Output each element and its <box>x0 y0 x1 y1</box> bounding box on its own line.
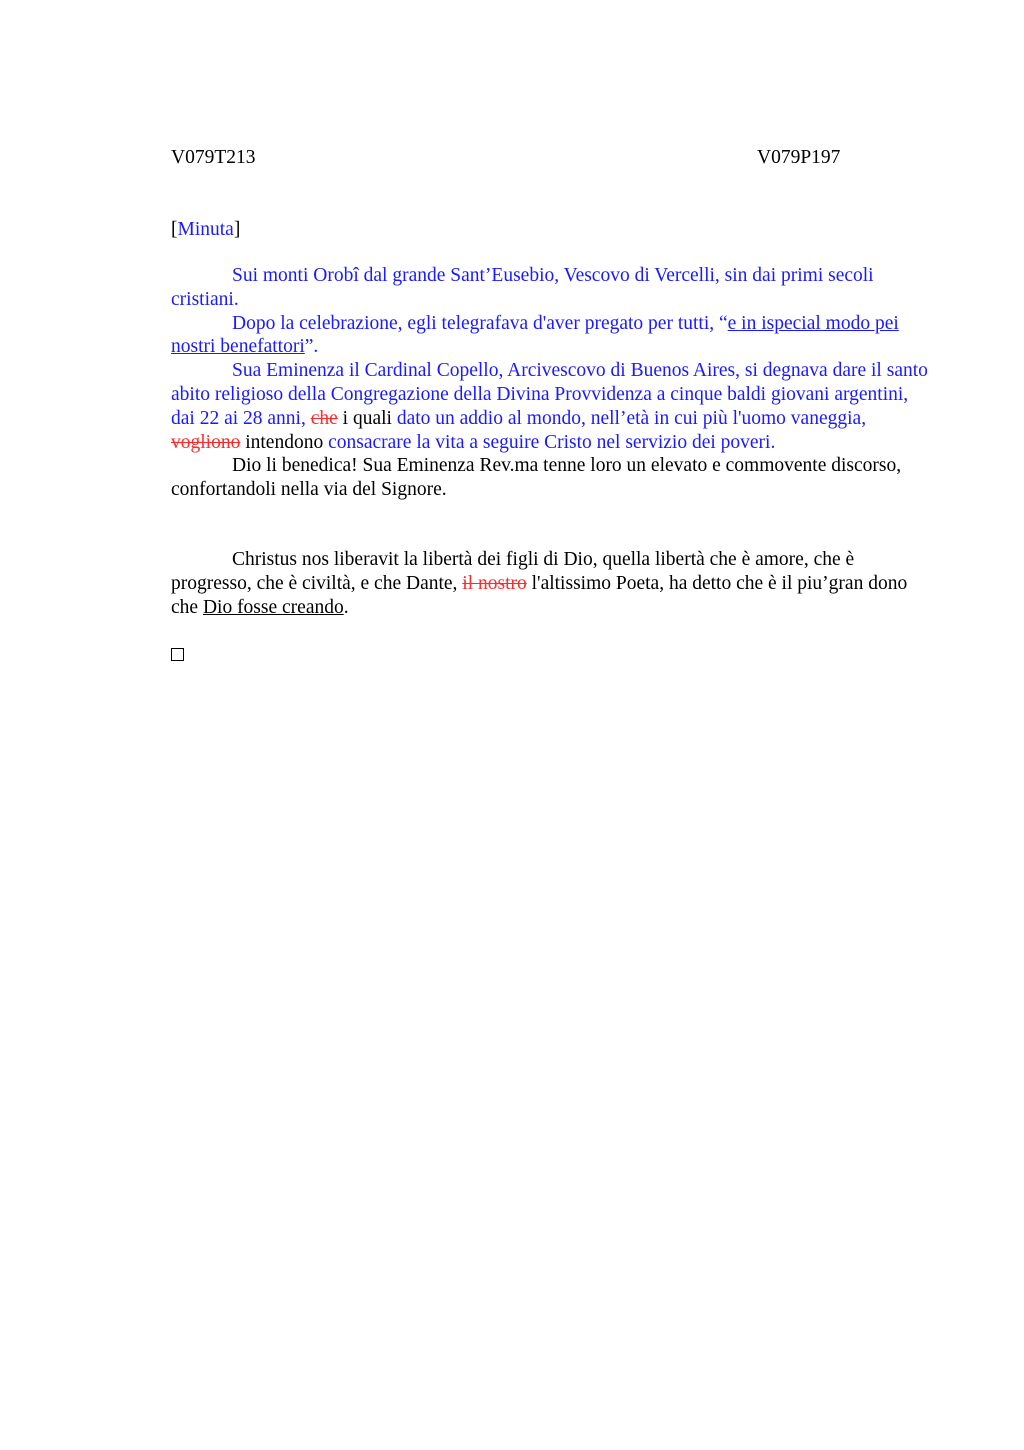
paragraph-2-underlined: e in ispecial modo pei nostri benefattori <box>171 312 899 358</box>
paragraph-2-before: Dopo la celebrazione, egli telegrafava d'aver pregato per tutti, “ <box>232 312 728 334</box>
paragraph-5-part1: Christus nos liberavit la libertà dei figli di Dio, quella libertà che è amore, che è progresso, che è civiltà, e che Dante, <box>171 548 855 594</box>
paragraph-1-text: Sui monti Orobî dal grande Sant’Eusebio, Vescovo di Vercelli, sin dai primi secoli cristiani. <box>171 265 874 310</box>
label-open-bracket: [ <box>171 219 178 240</box>
paragraph-5-part2: l'altissimo Poeta, ha detto che è il piu’gran dono che <box>171 572 908 618</box>
paragraph-2-after: ”. <box>304 336 319 358</box>
label-close-bracket: ] <box>233 219 241 240</box>
paragraph-1 <box>171 264 931 312</box>
header-row <box>171 145 931 171</box>
document-code-right: V079P197 <box>757 147 841 168</box>
paragraph-3-part4: intendono <box>240 431 324 453</box>
draft-label <box>171 217 240 243</box>
paragraph-3-part3: dato un addio al mondo, nell’età in cui più l'uomo vaneggia, <box>391 407 867 429</box>
paragraph-3-part2: i quali <box>337 407 392 429</box>
paragraph-5-part3: . <box>343 596 349 618</box>
paragraph-3-part5: consacrare la vita a seguire Cristo nel servizio dei poveri. <box>323 431 776 453</box>
paragraph-5-underlined: Dio fosse creando <box>202 596 344 618</box>
label-text: Minuta <box>177 219 234 240</box>
paragraph-4 <box>171 454 931 502</box>
paragraph-2 <box>171 312 931 360</box>
paragraph-5 <box>171 548 931 619</box>
checkbox-icon <box>171 648 184 661</box>
paragraph-gap <box>171 502 931 548</box>
paragraph-5-deleted: il nostro <box>462 572 527 594</box>
paragraph-3 <box>171 359 931 454</box>
paragraph-3-deleted-che: che <box>310 407 338 429</box>
paragraph-3-part1: Sua Eminenza il Cardinal Copello, Arcivescovo di Buenos Aires, si degnava dare il santo abito religioso della Congregazione della Divina Provvidenza a cinque baldi giovani argentini, dai 22 ai 28 anni, <box>171 360 928 429</box>
paragraph-4-text: Dio li benedica! Sua Eminenza Rev.ma tenne loro un elevato e commovente discorso, confortandoli nella via del Signore. <box>171 455 902 501</box>
document-page <box>171 145 931 618</box>
paragraph-3-deleted-vogliono: vogliono <box>171 431 241 453</box>
document-body <box>171 264 931 619</box>
document-code-left: V079T213 <box>171 147 256 168</box>
